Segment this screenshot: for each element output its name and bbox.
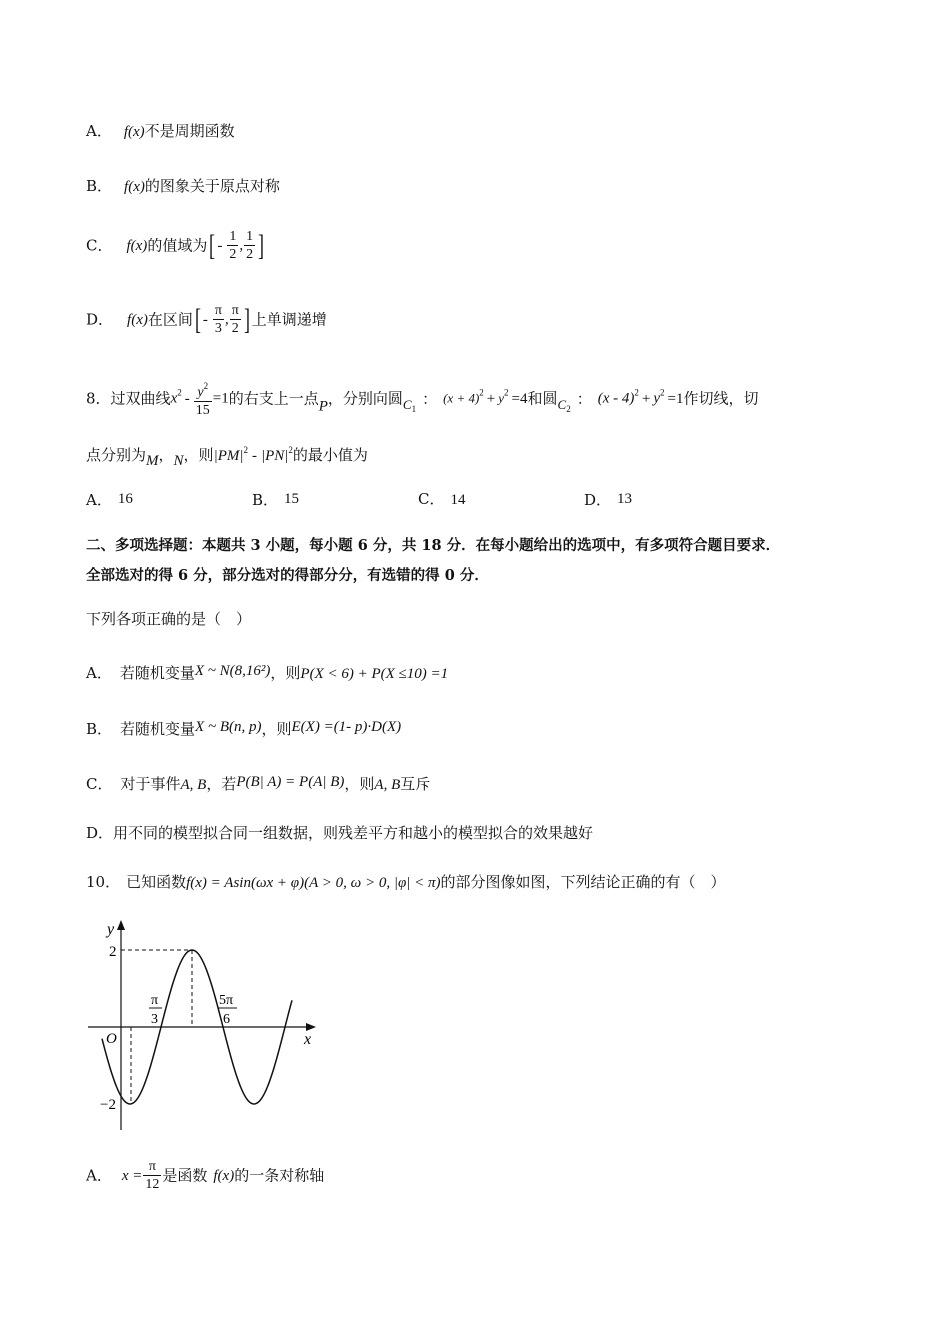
point-label: P: [318, 398, 328, 415]
q8-stem-line2: 点分别为M，N，则$|PM|^2 - |PN|^2$的最小值为: [86, 445, 368, 469]
option-text: 在区间: [147, 310, 193, 329]
y-axis-label: y: [107, 921, 115, 938]
math-expression: P(X < 6) + P(X ≤10) =1: [300, 666, 449, 682]
equation-rhs: =4: [511, 390, 528, 407]
numerator: π: [231, 303, 239, 318]
q8-option-a: A． 16: [86, 491, 133, 509]
q8-option-b: B． 15: [252, 491, 300, 509]
fraction: [194, 378, 212, 419]
option-text: 互斥: [400, 775, 431, 793]
question-text: 已知函数: [126, 873, 187, 891]
section-heading-line2: 全部选对的得 6 分，部分选对的得部分分，有选错的得 0 分．: [86, 567, 489, 584]
option-label: B．: [86, 177, 113, 195]
function-expression: f(x): [127, 311, 148, 328]
math-expression: A, B: [180, 777, 207, 793]
y-min-label: −2: [100, 1097, 116, 1113]
point-label: M: [146, 453, 159, 469]
question-text: 的右支上一点: [228, 389, 319, 408]
fraction-lower: [213, 302, 224, 337]
option-text: 不是周期函数: [144, 122, 235, 140]
circle-equation: (x + 4): [443, 390, 480, 406]
option-text: 若随机变量: [120, 720, 196, 738]
math-expression: x =: [121, 1167, 143, 1184]
option-text: 的一条对称轴: [234, 1166, 325, 1185]
option-label: D．: [86, 824, 114, 842]
option-label: D．: [86, 310, 114, 329]
math-expression: P(B| A) = P(A| B): [236, 774, 345, 790]
question-text: 的最小值为: [292, 446, 368, 464]
fraction: [143, 1158, 161, 1193]
option-label: A．: [86, 122, 112, 140]
left-bracket: [: [209, 228, 216, 262]
equation-rhs: =1: [212, 390, 229, 407]
minus-sign: -: [202, 311, 208, 328]
fraction-upper: [244, 228, 255, 263]
point-label: N: [173, 453, 184, 469]
fraction-upper: [230, 302, 241, 337]
math-expression: f(x) = Asin(ωx + φ)(A > 0, ω > 0, |φ| < π): [186, 875, 441, 891]
option-text: 的图象关于原点对称: [144, 177, 280, 195]
q10-stem: [86, 872, 726, 893]
equation-var: x: [170, 390, 178, 407]
distance-pn: |PN|: [260, 448, 289, 464]
option-label: A．: [86, 1166, 112, 1185]
minus-sign: -: [217, 237, 223, 254]
question-text: 过双曲线: [110, 389, 171, 408]
q8-options: [86, 489, 886, 511]
question-text: 和圆: [527, 389, 558, 408]
q9-option-a: [86, 661, 448, 684]
section-heading-line1: 二、多项选择题：本题共 3 小题，每小题 6 分，共 18 分．在每小题给出的选项中，有多项符合题目要求．: [86, 537, 781, 554]
denominator: 2: [246, 247, 254, 262]
q9-stem: 下列各项正确的是（ ）: [86, 610, 252, 628]
function-graph: [86, 918, 326, 1133]
distance-pm: |PM|: [213, 448, 244, 464]
fraction-lower: [227, 228, 238, 263]
origin-label: O: [106, 1031, 117, 1047]
y-axis-arrow: [117, 920, 125, 930]
numerator: 1: [229, 229, 237, 244]
left-bracket: [: [194, 302, 201, 336]
q10-option-a: [86, 1158, 324, 1193]
exponent: 2: [177, 387, 182, 398]
equation-rhs: =1: [667, 390, 684, 407]
question-number: 10．: [86, 873, 121, 891]
denominator: 2: [229, 247, 237, 262]
q9-option-b: [86, 717, 401, 739]
question-text: 的部分图像如图，下列结论正确的有（ ）: [440, 873, 726, 891]
math-expression: E(X) =(1- p)·D(X): [291, 719, 402, 735]
tick2-denominator: 6: [223, 1012, 230, 1027]
numerator: π: [214, 303, 222, 318]
denominator: 15: [195, 403, 210, 418]
math-expression: A, B: [374, 777, 401, 793]
tick2-numerator: 5π: [219, 993, 234, 1008]
circle-label: $C_1$: [402, 396, 417, 414]
function-expression: f(x): [123, 124, 145, 140]
denominator: 12: [145, 1177, 160, 1192]
q7-option-b: [86, 176, 280, 197]
q8-option-d: D． 13: [584, 491, 633, 509]
q8-option-c: C． 14: [418, 490, 466, 508]
comma: ,: [224, 311, 229, 328]
q9-option-d: [86, 823, 593, 843]
option-text: 是函数: [162, 1166, 208, 1185]
right-bracket: ]: [258, 228, 265, 262]
y-max-label: 2: [109, 944, 117, 960]
option-label: A．: [86, 664, 112, 682]
function-expression: f(x): [126, 237, 148, 254]
function-expression: f(x): [213, 1167, 235, 1184]
option-label: C．: [86, 775, 113, 793]
option-text: ，则: [270, 664, 301, 682]
minus-sign: -: [184, 390, 190, 407]
right-bracket: ]: [243, 302, 250, 336]
comma: ,: [239, 237, 244, 254]
q7-option-a: [86, 121, 235, 142]
option-text: 的值域为: [147, 236, 208, 255]
question-text: ，则: [183, 446, 214, 464]
x-axis-label: x: [304, 1031, 312, 1048]
math-expression: X ~ N(8,16²): [194, 663, 271, 679]
option-text: ，则: [344, 775, 375, 793]
option-label: B．: [86, 720, 113, 738]
function-expression: f(x): [124, 179, 145, 195]
tick1-numerator: π: [151, 993, 159, 1008]
q7-option-d: [86, 302, 327, 337]
x-axis-arrow: [306, 1023, 316, 1031]
circle-equation: (x - 4): [597, 390, 635, 407]
denominator: 2: [231, 321, 239, 336]
option-label: C．: [86, 236, 113, 255]
question-text: ，分别向圆: [327, 389, 403, 408]
q9-option-c: [86, 772, 430, 795]
circle-label: $C_2$: [557, 396, 571, 414]
option-text: 对于事件: [120, 775, 181, 793]
option-text: 用不同的模型拟合同一组数据，则残差平方和越小的模型拟合的效果越好: [113, 824, 594, 842]
numerator: 1: [246, 229, 254, 244]
q7-option-c: [86, 228, 266, 263]
question-text: 作切线，切: [683, 389, 759, 408]
option-text: 上单调递增: [251, 310, 327, 329]
option-text: ，若: [206, 775, 237, 793]
numerator: π: [143, 1158, 161, 1176]
question-text: 点分别为: [86, 446, 147, 464]
option-text: 若随机变量: [119, 664, 195, 682]
tick1-denominator: 3: [151, 1012, 158, 1027]
option-text: ，则: [261, 720, 292, 738]
numerator: $y^2$: [194, 378, 212, 402]
question-number: 8．: [86, 389, 111, 408]
math-expression: X ~ B(n, p): [195, 719, 262, 735]
q8-stem-line1: 8．过双曲线$x^2$ - $\frac{y^2}{15}$ =1的右支上一点P，分别向圆$C_1$： $(x + 4)^2 + y^2 =4$和圆$C_2$： $(x - 4)^2 + y^2 =1$作切线，切: [86, 378, 759, 419]
denominator: 3: [214, 321, 222, 336]
